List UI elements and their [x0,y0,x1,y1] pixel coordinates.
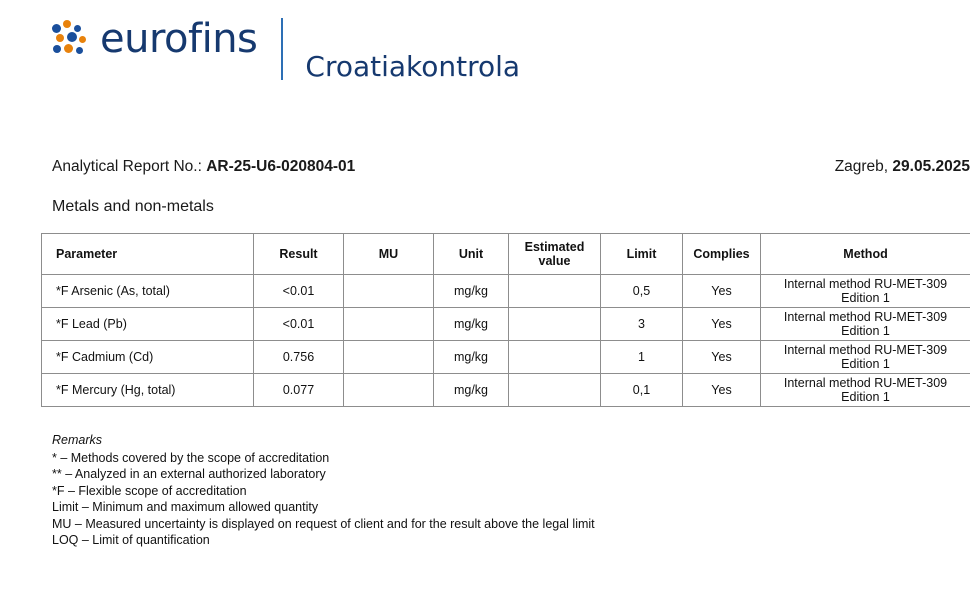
report-place-date-block [835,158,970,176]
cell-parameter: *F Mercury (Hg, total) [42,374,254,407]
cell-mu [344,275,434,308]
remarks-line: MU – Measured uncertainty is displayed on request of client and for the result above the legal limit [52,516,595,531]
table-header-row [42,234,970,275]
cell-method [761,308,970,341]
report-header-line [52,158,970,176]
cell-limit: 3 [601,308,683,341]
cell-method [761,275,970,308]
brand-header [52,12,520,82]
cell-parameter: *F Cadmium (Cd) [42,341,254,374]
brand-divider [281,18,283,80]
cell-method-line2: Edition 1 [841,291,890,305]
cell-limit: 1 [601,341,683,374]
cell-method [761,374,970,407]
cell-limit: 0,1 [601,374,683,407]
cell-complies: Yes [683,374,761,407]
cell-estimated-value [509,374,601,407]
remarks-line: ** – Analyzed in an external authorized laboratory [52,467,326,481]
table-row [42,341,970,374]
results-table-head [42,234,970,275]
report-number-block [52,158,355,176]
cell-result: <0.01 [254,275,344,308]
header-complies: Complies [683,234,761,275]
table-row [42,275,970,308]
cell-parameter: *F Arsenic (As, total) [42,275,254,308]
cell-method [761,341,970,374]
remarks-line: LOQ – Limit of quantification [52,533,210,547]
cell-unit: mg/kg [434,341,509,374]
cell-result: 0.077 [254,374,344,407]
report-date: 29.05.2025 [892,158,970,175]
brand-sub-name: Croatiakontrola [305,50,521,83]
cell-method-line2: Edition 1 [841,357,890,371]
remarks-block [52,432,595,549]
cell-estimated-value [509,275,601,308]
cell-method-line1: Internal method RU-MET-309 [783,277,948,291]
table-row [42,308,970,341]
cell-unit: mg/kg [434,308,509,341]
remarks-line: *F – Flexible scope of accreditation [52,483,247,498]
cell-method-line1: Internal method RU-MET-309 [783,376,948,390]
cell-method-line1: Internal method RU-MET-309 [783,310,948,324]
report-number-label: Analytical Report No.: [52,158,202,175]
results-table-wrapper [41,233,970,407]
remarks-line: * – Methods covered by the scope of accreditation [52,450,330,465]
table-row [42,374,970,407]
header-unit: Unit [434,234,509,275]
header-estimated-value-line1: Estimated [524,240,585,254]
eurofins-dots-logo-icon [52,20,94,62]
header-method: Method [761,234,970,275]
remarks-title: Remarks [52,433,103,447]
cell-unit: mg/kg [434,275,509,308]
report-number-value: AR-25-U6-020804-01 [206,158,356,175]
remarks-line: Limit – Minimum and maximum allowed quantity [52,500,319,514]
header-estimated-value [509,234,601,275]
cell-estimated-value [509,308,601,341]
cell-method-line2: Edition 1 [841,390,890,404]
cell-complies: Yes [683,275,761,308]
cell-method-line2: Edition 1 [841,324,890,338]
cell-mu [344,308,434,341]
header-result: Result [254,234,344,275]
results-table-body [42,275,970,407]
cell-estimated-value [509,341,601,374]
cell-complies: Yes [683,308,761,341]
brand-name: eurofins [100,16,258,62]
cell-mu [344,374,434,407]
cell-unit: mg/kg [434,374,509,407]
cell-method-line1: Internal method RU-MET-309 [783,343,948,357]
header-parameter: Parameter [42,234,254,275]
report-city: Zagreb, [834,158,889,175]
cell-mu [344,341,434,374]
cell-result: <0.01 [254,308,344,341]
cell-limit: 0,5 [601,275,683,308]
header-mu: MU [344,234,434,275]
header-estimated-value-line2: value [538,254,571,268]
header-limit: Limit [601,234,683,275]
cell-complies: Yes [683,341,761,374]
cell-result: 0.756 [254,341,344,374]
section-title: Metals and non-metals [52,198,214,215]
cell-parameter: *F Lead (Pb) [42,308,254,341]
results-table [41,233,970,407]
